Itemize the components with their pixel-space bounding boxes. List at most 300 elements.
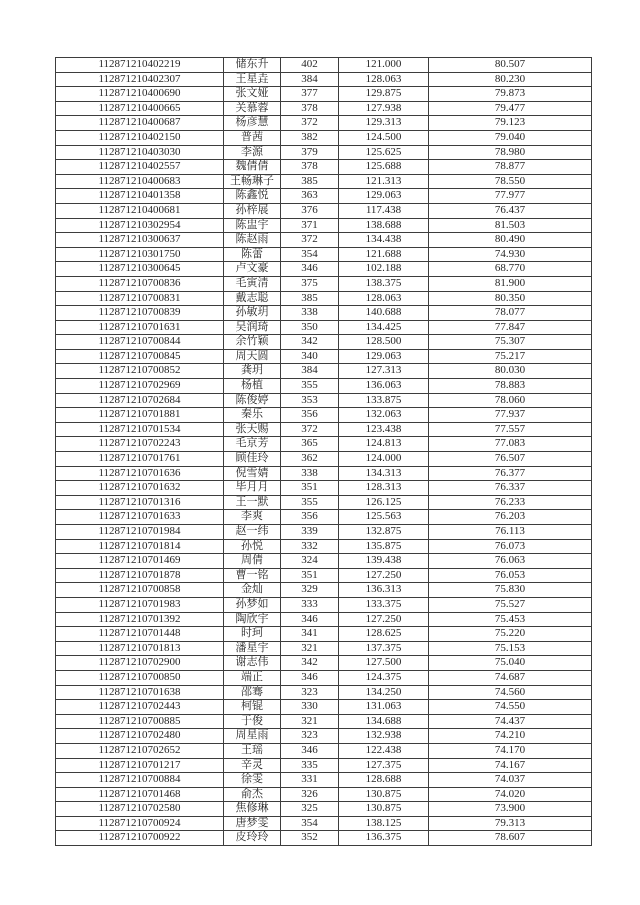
cell-score_b: 134.438 <box>339 233 429 248</box>
cell-score_a: 376 <box>281 203 339 218</box>
cell-score_b: 130.875 <box>339 802 429 817</box>
table-row <box>56 656 592 671</box>
cell-score_final: 79.040 <box>429 130 592 145</box>
cell-score_b: 129.063 <box>339 349 429 364</box>
cell-score_a: 323 <box>281 685 339 700</box>
cell-score_a: 378 <box>281 160 339 175</box>
cell-score_b: 127.375 <box>339 758 429 773</box>
cell-score_b: 132.063 <box>339 408 429 423</box>
table-row <box>56 802 592 817</box>
cell-candidate_id: 112871210400683 <box>56 174 224 189</box>
cell-name: 孙梦如 <box>224 597 281 612</box>
cell-score_b: 136.063 <box>339 379 429 394</box>
table-row <box>56 145 592 160</box>
cell-name: 俞杰 <box>224 787 281 802</box>
cell-score_b: 127.313 <box>339 364 429 379</box>
cell-candidate_id: 112871210402219 <box>56 58 224 73</box>
table-row <box>56 379 592 394</box>
cell-name: 毛寅清 <box>224 276 281 291</box>
cell-score_a: 356 <box>281 510 339 525</box>
cell-candidate_id: 112871210700852 <box>56 364 224 379</box>
cell-candidate_id: 112871210701534 <box>56 422 224 437</box>
table-row <box>56 437 592 452</box>
cell-score_b: 121.000 <box>339 58 429 73</box>
cell-name: 柯锟 <box>224 700 281 715</box>
cell-name: 陈俊婷 <box>224 393 281 408</box>
cell-name: 皮玲玲 <box>224 831 281 846</box>
cell-name: 魏倩倩 <box>224 160 281 175</box>
cell-name: 杨彦慧 <box>224 116 281 131</box>
cell-name: 孙梓展 <box>224 203 281 218</box>
cell-score_a: 371 <box>281 218 339 233</box>
cell-score_final: 79.477 <box>429 101 592 116</box>
cell-score_final: 76.233 <box>429 495 592 510</box>
cell-score_final: 75.527 <box>429 597 592 612</box>
cell-score_a: 353 <box>281 393 339 408</box>
cell-candidate_id: 112871210701633 <box>56 510 224 525</box>
table-row <box>56 335 592 350</box>
cell-name: 李爽 <box>224 510 281 525</box>
cell-candidate_id: 112871210700885 <box>56 714 224 729</box>
table-row <box>56 816 592 831</box>
cell-score_b: 132.938 <box>339 729 429 744</box>
cell-score_final: 74.687 <box>429 670 592 685</box>
cell-score_a: 350 <box>281 320 339 335</box>
cell-score_final: 77.977 <box>429 189 592 204</box>
table-row <box>56 247 592 262</box>
cell-candidate_id: 112871210403030 <box>56 145 224 160</box>
table-row <box>56 58 592 73</box>
cell-candidate_id: 112871210701448 <box>56 627 224 642</box>
cell-score_final: 75.453 <box>429 612 592 627</box>
cell-score_a: 335 <box>281 758 339 773</box>
cell-name: 王畅琳子 <box>224 174 281 189</box>
cell-score_final: 74.037 <box>429 773 592 788</box>
cell-score_b: 102.188 <box>339 262 429 277</box>
cell-candidate_id: 112871210701984 <box>56 525 224 540</box>
table-row <box>56 597 592 612</box>
table-row <box>56 758 592 773</box>
cell-candidate_id: 112871210701392 <box>56 612 224 627</box>
cell-candidate_id: 112871210701469 <box>56 554 224 569</box>
table-row <box>56 495 592 510</box>
table-row <box>56 787 592 802</box>
cell-score_final: 75.217 <box>429 349 592 364</box>
cell-score_final: 80.350 <box>429 291 592 306</box>
table-row <box>56 627 592 642</box>
cell-name: 邵骞 <box>224 685 281 700</box>
cell-name: 陈盅宇 <box>224 218 281 233</box>
table-row <box>56 203 592 218</box>
cell-score_b: 136.375 <box>339 831 429 846</box>
cell-candidate_id: 112871210702443 <box>56 700 224 715</box>
cell-name: 储东升 <box>224 58 281 73</box>
table-row <box>56 233 592 248</box>
score-table-body <box>56 58 592 846</box>
cell-score_a: 375 <box>281 276 339 291</box>
table-row <box>56 422 592 437</box>
cell-candidate_id: 112871210400687 <box>56 116 224 131</box>
cell-name: 周倩 <box>224 554 281 569</box>
cell-score_a: 378 <box>281 101 339 116</box>
cell-candidate_id: 112871210701316 <box>56 495 224 510</box>
cell-score_a: 385 <box>281 291 339 306</box>
cell-score_final: 76.377 <box>429 466 592 481</box>
table-row <box>56 714 592 729</box>
cell-score_final: 76.507 <box>429 452 592 467</box>
cell-score_final: 74.167 <box>429 758 592 773</box>
cell-score_a: 338 <box>281 306 339 321</box>
cell-name: 卢文豪 <box>224 262 281 277</box>
cell-candidate_id: 112871210701468 <box>56 787 224 802</box>
cell-name: 毛京芳 <box>224 437 281 452</box>
cell-score_final: 74.020 <box>429 787 592 802</box>
cell-name: 戴志聪 <box>224 291 281 306</box>
cell-name: 秦乐 <box>224 408 281 423</box>
cell-score_b: 134.688 <box>339 714 429 729</box>
cell-score_b: 127.938 <box>339 101 429 116</box>
cell-score_b: 134.425 <box>339 320 429 335</box>
cell-candidate_id: 112871210702652 <box>56 743 224 758</box>
cell-score_final: 78.980 <box>429 145 592 160</box>
cell-name: 关慕蓉 <box>224 101 281 116</box>
cell-score_b: 134.313 <box>339 466 429 481</box>
table-row <box>56 466 592 481</box>
cell-score_final: 75.307 <box>429 335 592 350</box>
cell-score_a: 342 <box>281 335 339 350</box>
score-table <box>55 57 592 846</box>
cell-score_final: 74.560 <box>429 685 592 700</box>
cell-score_final: 78.077 <box>429 306 592 321</box>
cell-score_a: 325 <box>281 802 339 817</box>
cell-candidate_id: 112871210702900 <box>56 656 224 671</box>
cell-score_final: 77.557 <box>429 422 592 437</box>
cell-score_final: 78.877 <box>429 160 592 175</box>
cell-score_a: 340 <box>281 349 339 364</box>
table-row <box>56 831 592 846</box>
cell-score_final: 76.113 <box>429 525 592 540</box>
cell-score_a: 382 <box>281 130 339 145</box>
cell-score_b: 122.438 <box>339 743 429 758</box>
table-row <box>56 510 592 525</box>
cell-score_b: 139.438 <box>339 554 429 569</box>
cell-candidate_id: 112871210700858 <box>56 583 224 598</box>
cell-name: 杨植 <box>224 379 281 394</box>
table-row <box>56 306 592 321</box>
table-row <box>56 685 592 700</box>
cell-score_a: 321 <box>281 641 339 656</box>
cell-score_final: 74.170 <box>429 743 592 758</box>
cell-candidate_id: 112871210401358 <box>56 189 224 204</box>
cell-score_a: 379 <box>281 145 339 160</box>
cell-score_b: 127.500 <box>339 656 429 671</box>
cell-score_final: 78.550 <box>429 174 592 189</box>
cell-name: 陶欣宇 <box>224 612 281 627</box>
cell-score_final: 80.230 <box>429 72 592 87</box>
cell-candidate_id: 112871210701217 <box>56 758 224 773</box>
cell-candidate_id: 112871210302954 <box>56 218 224 233</box>
table-row <box>56 276 592 291</box>
cell-score_a: 346 <box>281 670 339 685</box>
cell-score_a: 321 <box>281 714 339 729</box>
cell-name: 张天赐 <box>224 422 281 437</box>
cell-candidate_id: 112871210402307 <box>56 72 224 87</box>
cell-score_a: 365 <box>281 437 339 452</box>
cell-score_final: 76.053 <box>429 568 592 583</box>
cell-score_a: 355 <box>281 379 339 394</box>
cell-score_final: 75.040 <box>429 656 592 671</box>
cell-name: 赵一纬 <box>224 525 281 540</box>
cell-name: 顾佳玲 <box>224 452 281 467</box>
cell-score_a: 332 <box>281 539 339 554</box>
cell-name: 辛灵 <box>224 758 281 773</box>
cell-score_final: 75.153 <box>429 641 592 656</box>
cell-name: 徐雯 <box>224 773 281 788</box>
cell-score_a: 402 <box>281 58 339 73</box>
cell-name: 陈赵雨 <box>224 233 281 248</box>
cell-score_b: 128.063 <box>339 72 429 87</box>
cell-score_a: 324 <box>281 554 339 569</box>
cell-candidate_id: 112871210700845 <box>56 349 224 364</box>
cell-score_final: 68.770 <box>429 262 592 277</box>
cell-name: 时珂 <box>224 627 281 642</box>
cell-name: 龚玥 <box>224 364 281 379</box>
cell-score_b: 128.500 <box>339 335 429 350</box>
cell-name: 于俊 <box>224 714 281 729</box>
cell-score_final: 79.123 <box>429 116 592 131</box>
cell-score_b: 133.875 <box>339 393 429 408</box>
cell-score_b: 127.250 <box>339 612 429 627</box>
cell-score_a: 372 <box>281 422 339 437</box>
cell-candidate_id: 112871210400665 <box>56 101 224 116</box>
cell-candidate_id: 112871210400681 <box>56 203 224 218</box>
cell-score_final: 76.337 <box>429 481 592 496</box>
table-row <box>56 218 592 233</box>
cell-name: 王瑶 <box>224 743 281 758</box>
cell-name: 焦修琳 <box>224 802 281 817</box>
table-row <box>56 568 592 583</box>
table-row <box>56 641 592 656</box>
cell-score_final: 75.220 <box>429 627 592 642</box>
cell-candidate_id: 112871210701632 <box>56 481 224 496</box>
cell-score_final: 76.437 <box>429 203 592 218</box>
cell-candidate_id: 112871210402150 <box>56 130 224 145</box>
cell-name: 陈蕾 <box>224 247 281 262</box>
cell-score_final: 75.830 <box>429 583 592 598</box>
table-row <box>56 291 592 306</box>
cell-score_a: 330 <box>281 700 339 715</box>
cell-score_final: 77.083 <box>429 437 592 452</box>
cell-score_final: 78.607 <box>429 831 592 846</box>
table-row <box>56 583 592 598</box>
table-row <box>56 408 592 423</box>
cell-score_final: 76.073 <box>429 539 592 554</box>
table-row <box>56 130 592 145</box>
cell-score_b: 132.875 <box>339 525 429 540</box>
cell-score_final: 81.503 <box>429 218 592 233</box>
cell-name: 余竹颖 <box>224 335 281 350</box>
cell-name: 金灿 <box>224 583 281 598</box>
table-row <box>56 72 592 87</box>
cell-candidate_id: 112871210700836 <box>56 276 224 291</box>
cell-score_a: 329 <box>281 583 339 598</box>
cell-score_b: 125.563 <box>339 510 429 525</box>
cell-score_final: 78.060 <box>429 393 592 408</box>
table-row <box>56 320 592 335</box>
cell-name: 李源 <box>224 145 281 160</box>
cell-candidate_id: 112871210700884 <box>56 773 224 788</box>
cell-candidate_id: 112871210702969 <box>56 379 224 394</box>
table-row <box>56 743 592 758</box>
document-page <box>55 57 592 846</box>
cell-score_a: 352 <box>281 831 339 846</box>
cell-score_final: 77.937 <box>429 408 592 423</box>
cell-score_b: 125.625 <box>339 145 429 160</box>
cell-score_b: 128.063 <box>339 291 429 306</box>
cell-score_b: 138.125 <box>339 816 429 831</box>
cell-score_a: 339 <box>281 525 339 540</box>
cell-score_b: 128.313 <box>339 481 429 496</box>
cell-name: 唐梦雯 <box>224 816 281 831</box>
cell-score_b: 121.313 <box>339 174 429 189</box>
cell-name: 张文娅 <box>224 87 281 102</box>
cell-score_a: 355 <box>281 495 339 510</box>
cell-score_b: 133.375 <box>339 597 429 612</box>
cell-candidate_id: 112871210702480 <box>56 729 224 744</box>
cell-name: 普茜 <box>224 130 281 145</box>
table-row <box>56 262 592 277</box>
cell-score_a: 338 <box>281 466 339 481</box>
table-row <box>56 481 592 496</box>
cell-candidate_id: 112871210701636 <box>56 466 224 481</box>
cell-name: 端正 <box>224 670 281 685</box>
table-row <box>56 670 592 685</box>
table-row <box>56 160 592 175</box>
cell-candidate_id: 112871210400690 <box>56 87 224 102</box>
cell-score_a: 377 <box>281 87 339 102</box>
cell-score_b: 138.375 <box>339 276 429 291</box>
cell-score_a: 346 <box>281 262 339 277</box>
cell-score_final: 77.847 <box>429 320 592 335</box>
cell-candidate_id: 112871210700922 <box>56 831 224 846</box>
cell-name: 吴润琦 <box>224 320 281 335</box>
cell-score_final: 80.507 <box>429 58 592 73</box>
cell-score_a: 333 <box>281 597 339 612</box>
cell-score_final: 81.900 <box>429 276 592 291</box>
cell-score_a: 323 <box>281 729 339 744</box>
cell-candidate_id: 112871210301750 <box>56 247 224 262</box>
cell-name: 谢志伟 <box>224 656 281 671</box>
table-row <box>56 612 592 627</box>
cell-score_final: 76.063 <box>429 554 592 569</box>
cell-score_final: 73.900 <box>429 802 592 817</box>
table-row <box>56 700 592 715</box>
cell-name: 孙敏玥 <box>224 306 281 321</box>
cell-candidate_id: 112871210702580 <box>56 802 224 817</box>
cell-score_b: 128.688 <box>339 773 429 788</box>
cell-score_a: 342 <box>281 656 339 671</box>
cell-score_b: 124.375 <box>339 670 429 685</box>
table-row <box>56 101 592 116</box>
cell-score_a: 362 <box>281 452 339 467</box>
cell-name: 孙悦 <box>224 539 281 554</box>
cell-score_a: 385 <box>281 174 339 189</box>
cell-score_a: 341 <box>281 627 339 642</box>
cell-score_b: 129.063 <box>339 189 429 204</box>
cell-score_final: 79.313 <box>429 816 592 831</box>
cell-candidate_id: 112871210702684 <box>56 393 224 408</box>
cell-score_b: 135.875 <box>339 539 429 554</box>
cell-score_a: 351 <box>281 481 339 496</box>
cell-score_b: 117.438 <box>339 203 429 218</box>
table-row <box>56 393 592 408</box>
cell-score_b: 129.875 <box>339 87 429 102</box>
cell-score_a: 346 <box>281 612 339 627</box>
cell-candidate_id: 112871210300637 <box>56 233 224 248</box>
cell-candidate_id: 112871210701813 <box>56 641 224 656</box>
cell-candidate_id: 112871210701814 <box>56 539 224 554</box>
cell-name: 毕月月 <box>224 481 281 496</box>
cell-score_a: 354 <box>281 247 339 262</box>
table-row <box>56 349 592 364</box>
table-row <box>56 189 592 204</box>
cell-score_b: 121.688 <box>339 247 429 262</box>
cell-score_a: 346 <box>281 743 339 758</box>
cell-score_final: 74.437 <box>429 714 592 729</box>
cell-candidate_id: 112871210700850 <box>56 670 224 685</box>
cell-score_a: 331 <box>281 773 339 788</box>
cell-score_final: 80.030 <box>429 364 592 379</box>
cell-name: 陈鑫悦 <box>224 189 281 204</box>
cell-score_a: 356 <box>281 408 339 423</box>
cell-name: 周天圆 <box>224 349 281 364</box>
cell-name: 倪雪婧 <box>224 466 281 481</box>
cell-score_a: 354 <box>281 816 339 831</box>
cell-score_b: 136.313 <box>339 583 429 598</box>
cell-candidate_id: 112871210700831 <box>56 291 224 306</box>
cell-score_b: 137.375 <box>339 641 429 656</box>
cell-candidate_id: 112871210701638 <box>56 685 224 700</box>
cell-candidate_id: 112871210700844 <box>56 335 224 350</box>
cell-name: 周星雨 <box>224 729 281 744</box>
cell-score_a: 372 <box>281 116 339 131</box>
cell-candidate_id: 112871210700839 <box>56 306 224 321</box>
cell-candidate_id: 112871210701881 <box>56 408 224 423</box>
cell-score_a: 363 <box>281 189 339 204</box>
table-row <box>56 773 592 788</box>
cell-score_b: 140.688 <box>339 306 429 321</box>
cell-score_final: 74.210 <box>429 729 592 744</box>
table-row <box>56 87 592 102</box>
cell-score_a: 384 <box>281 72 339 87</box>
cell-score_a: 372 <box>281 233 339 248</box>
table-row <box>56 174 592 189</box>
cell-name: 王星垚 <box>224 72 281 87</box>
cell-candidate_id: 112871210700924 <box>56 816 224 831</box>
table-row <box>56 554 592 569</box>
cell-score_final: 79.873 <box>429 87 592 102</box>
cell-score_b: 123.438 <box>339 422 429 437</box>
cell-candidate_id: 112871210702243 <box>56 437 224 452</box>
cell-score_b: 124.000 <box>339 452 429 467</box>
cell-score_b: 134.250 <box>339 685 429 700</box>
cell-score_b: 124.500 <box>339 130 429 145</box>
cell-candidate_id: 112871210701631 <box>56 320 224 335</box>
cell-score_final: 74.550 <box>429 700 592 715</box>
cell-name: 潘星宇 <box>224 641 281 656</box>
cell-score_b: 127.250 <box>339 568 429 583</box>
cell-candidate_id: 112871210701983 <box>56 597 224 612</box>
